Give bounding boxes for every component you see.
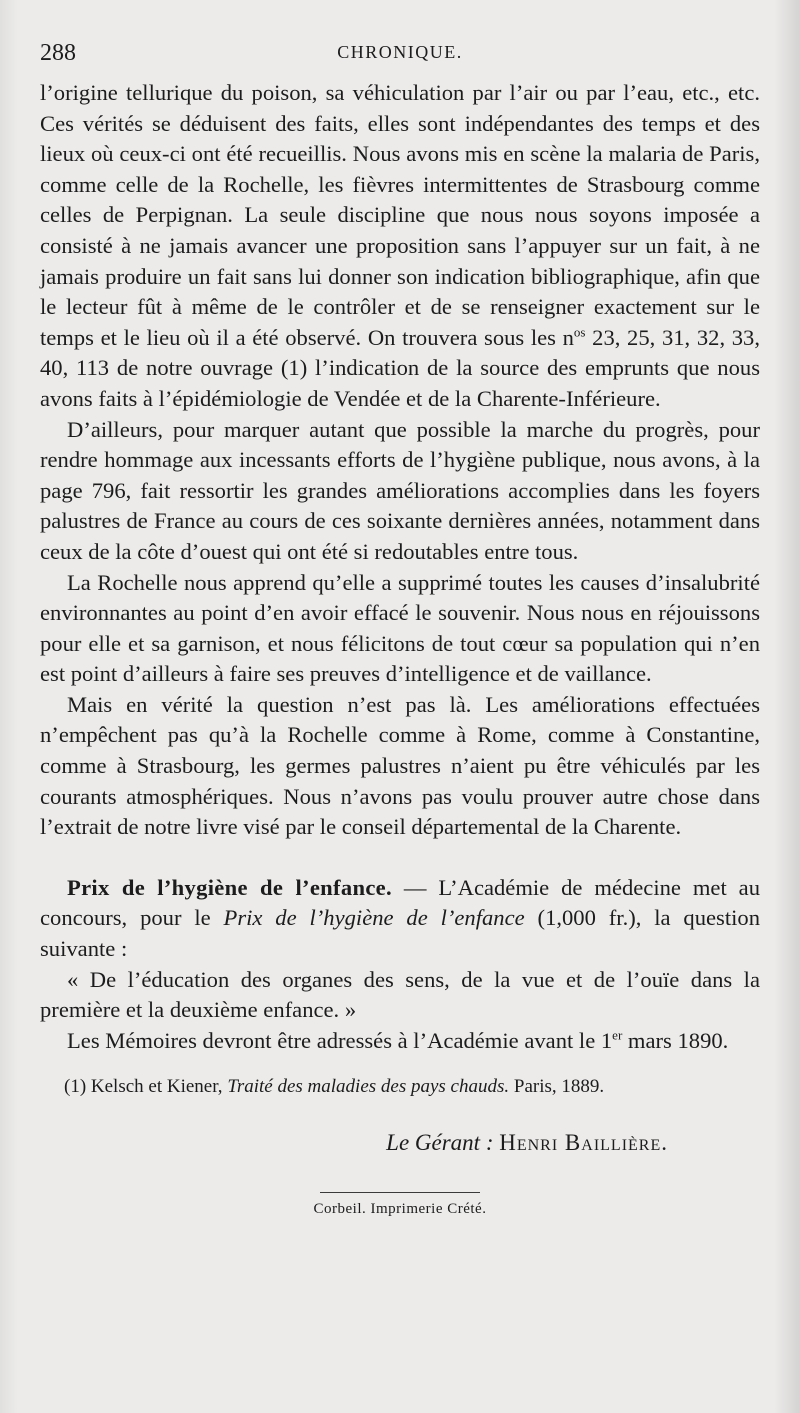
prize-deadline-end: mars 1890. xyxy=(622,1027,729,1053)
footnote-marker: (1) Kelsch et Kiener, xyxy=(64,1076,228,1098)
prize-intro-end: (1,000 fr.), la question suivante : xyxy=(40,905,760,962)
prize-name: Prix de l’hygiène de l’enfance xyxy=(223,905,525,931)
divider-rule xyxy=(320,1192,480,1193)
paragraph-3: La Rochelle nous apprend qu’elle a supprimé toutes les causes d’insalubrité environnantes au point d’en avoir effacé le souvenir. Nous nous en réjouissons pour elle et sa garnison, et nous félicitons de tout cœur sa population qui n’en est point d’ailleurs à faire ses preuves d’intelligence et de vaillance. xyxy=(40,569,760,687)
printer-imprint: Corbeil. Imprimerie Crété. xyxy=(313,1201,487,1218)
footnote-book-title: Traité des maladies des pays chauds. xyxy=(227,1076,510,1098)
prize-paragraph xyxy=(40,873,760,965)
running-title: CHRONIQUE. xyxy=(337,42,463,62)
paragraph-4: Mais en vérité la question n’est pas là. Les améliorations effectuées n’empêchent pas qu’à la Rochelle comme à Rome, comme à Constantine, comme à Strasbourg, les germes palustres n’aient pu être véhiculés par les courants atmosphériques. Nous n’avons pas voulu prouver autre chose dans l’extrait de notre livre visé par le conseil départemental de la Charente. xyxy=(40,691,760,840)
paragraph-1-text: l’origine tellurique du poison, sa véhiculation par l’air ou par l’eau, etc., etc. Ces vérités se déduisent des faits, elles sont indépendantes des temps et des lieux où ceux-ci ont été recueillis. Nous avons mis en scène la malaria de Paris, comme celle de la Rochelle, les fièvres intermittentes de Strasbourg comme celles de Perpignan. La seule discipline que nous nous soyons imposée a consisté à ne jamais avancer une proposition sans l’appuyer sur un fait, à ne jamais produire un fait sans lui donner son indication bibliographique, afin que le lecteur fût à même de le contrôler et de se renseigner exactement sur le temps et le lieu où il a été observé. On trouvera sous les n xyxy=(40,80,760,350)
prize-deadline-text: Les Mémoires devront être adressés à l’Académie avant le 1 xyxy=(67,1027,613,1053)
body-text xyxy=(40,78,760,1056)
paragraph-1 xyxy=(40,78,760,415)
section-gap xyxy=(40,843,760,873)
running-head xyxy=(40,38,760,72)
prize-title: Prix de l’hygiène de l’enfance. xyxy=(67,874,392,900)
footnote-rest: Paris, 1889. xyxy=(509,1076,605,1098)
prize-question: « De l’éducation des organes des sens, de la vue et de l’ouïe dans la première et la deuxième enfance. » xyxy=(40,966,760,1023)
prize-intro: — L’Académie de médecine met au concours, pour le xyxy=(40,874,760,931)
signature-role: Le Gérant : xyxy=(386,1130,494,1156)
prize-deadline xyxy=(40,1026,760,1057)
paragraph-1-superscript: os xyxy=(573,324,586,340)
page-number: 288 xyxy=(40,40,76,66)
prize-deadline-superscript: er xyxy=(612,1027,623,1043)
paragraph-2: D’ailleurs, pour marquer autant que possible la marche du progrès, pour rendre hommage aux incessants efforts de l’hygiène publique, nous avons, à la page 796, fait ressortir les grandes améliorations accomplies dans les foyers palustres de France au cours de ces soixante dernières années, notamment dans ceux de la côte d’ouest qui ont été si redoutables entre tous. xyxy=(40,416,760,564)
paragraph-1-text-end: 23, 25, 31, 32, 33, 40, 113 de notre ouvrage (1) l’indication de la source des emprunts que nous avons faits à l’épidémiologie de Vendée et de la Charente-Inférieure. xyxy=(40,324,760,411)
signature-name: Henri Baillière. xyxy=(499,1130,668,1156)
signature xyxy=(40,1130,760,1156)
footnote xyxy=(40,1074,760,1100)
